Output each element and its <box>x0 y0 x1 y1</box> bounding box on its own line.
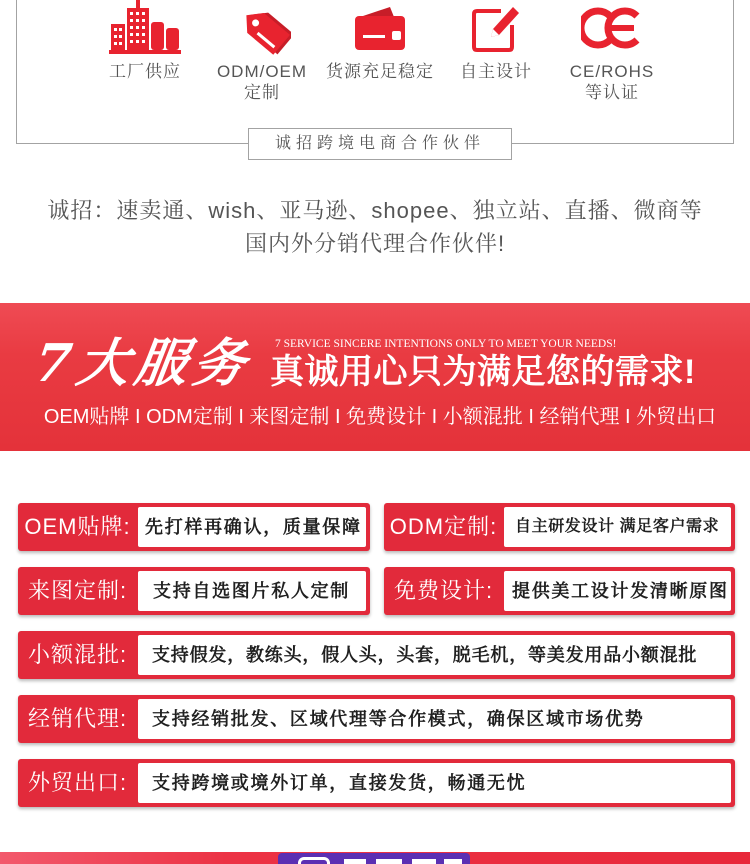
partial-section-icon <box>298 857 330 864</box>
service-card-distribution <box>18 695 735 743</box>
feature-label <box>557 61 667 103</box>
service-card-desc-box <box>138 635 731 675</box>
service-card-desc-box <box>138 763 731 803</box>
ce-mark-icon <box>557 0 667 56</box>
services-banner <box>0 303 750 451</box>
recruit-line-2: 国内外分销代理合作伙伴! <box>244 231 506 256</box>
partial-title-glyph <box>412 859 436 864</box>
next-section-title-box <box>278 853 470 864</box>
banner-english-tagline: 7 SERVICE SINCERE INTENTIONS ONLY TO MEET YOUR NEEDS! <box>275 338 617 350</box>
service-card-desc-box <box>504 571 731 611</box>
partial-title-glyph <box>444 859 462 864</box>
feature-label-line: 货源充足稳定 <box>326 62 434 81</box>
recruit-partners-badge: 诚招跨境电商合作伙伴 <box>248 128 512 160</box>
price-tag-icon <box>207 0 317 56</box>
service-card-label: ODM定制: <box>389 514 498 539</box>
service-card-desc: 支持假发，教练头，假人头，头套，脱毛机，等美发用品小额混批 <box>152 645 698 665</box>
feature-label-line: 自主设计 <box>460 62 532 81</box>
feature-label-line: 工厂供应 <box>109 62 181 81</box>
feature-label-line: 等认证 <box>585 83 639 102</box>
service-card-desc-box <box>138 699 731 739</box>
service-card-label: 外贸出口: <box>27 770 128 795</box>
service-card-desc-box <box>504 507 731 547</box>
recruit-description <box>0 194 750 260</box>
feature-label <box>325 61 435 82</box>
feature-certification <box>557 0 667 110</box>
service-card-desc: 支持跨境或境外订单，直接发货，畅通无忧 <box>152 773 527 793</box>
service-card-small-batch <box>18 631 735 679</box>
service-card-desc-box <box>138 571 366 611</box>
recruit-line-1: 诚招：速卖通、wish、亚马逊、shopee、独立站、直播、微商等 <box>47 198 703 223</box>
service-card-export <box>18 759 735 807</box>
banner-slogan: 真诚用心只为满足您的需求! <box>270 353 696 391</box>
feature-factory-supply <box>90 0 200 110</box>
partial-title-glyph <box>376 859 402 864</box>
service-card-free-design <box>384 567 735 615</box>
banner-services-line: OEM贴牌 I ODM定制 I 来图定制 I 免费设计 I 小额混批 I 经销代理 I 外贸出口 <box>43 406 717 428</box>
feature-stable-supply <box>325 0 435 110</box>
service-card-label: 来图定制: <box>27 578 128 603</box>
feature-label-line: CE/ROHS <box>569 62 655 81</box>
service-card-desc: 自主研发设计 满足客户需求 <box>515 518 720 535</box>
service-card-desc: 支持经销批发、区域代理等合作模式，确保区域市场优势 <box>152 709 645 729</box>
service-card-label: 免费设计: <box>393 578 494 603</box>
feature-label-line: 定制 <box>244 83 280 102</box>
service-card-custom-image <box>18 567 370 615</box>
feature-label <box>90 61 200 82</box>
service-card-label: OEM贴牌: <box>24 514 131 539</box>
feature-label <box>441 61 551 82</box>
feature-label-line: ODM/OEM <box>216 62 308 81</box>
service-card-desc: 先打样再确认，质量保障 <box>145 517 362 537</box>
factory-icon <box>90 0 200 56</box>
feature-label <box>207 61 317 103</box>
partial-title-glyph <box>344 859 366 864</box>
banner-headline: 7大服务 <box>30 333 256 394</box>
feature-own-design <box>441 0 551 110</box>
service-card-label: 小额混批: <box>27 642 128 667</box>
service-card-odm <box>384 503 735 551</box>
service-card-label: 经销代理: <box>27 706 128 731</box>
service-card-desc-box <box>138 507 366 547</box>
service-card-desc: 提供美工设计发清晰原图 <box>512 581 729 601</box>
wallet-icon <box>325 0 435 56</box>
edit-icon <box>441 0 551 56</box>
feature-odm-oem <box>207 0 317 110</box>
service-card-desc: 支持自选图片私人定制 <box>153 581 350 601</box>
service-card-oem <box>18 503 370 551</box>
